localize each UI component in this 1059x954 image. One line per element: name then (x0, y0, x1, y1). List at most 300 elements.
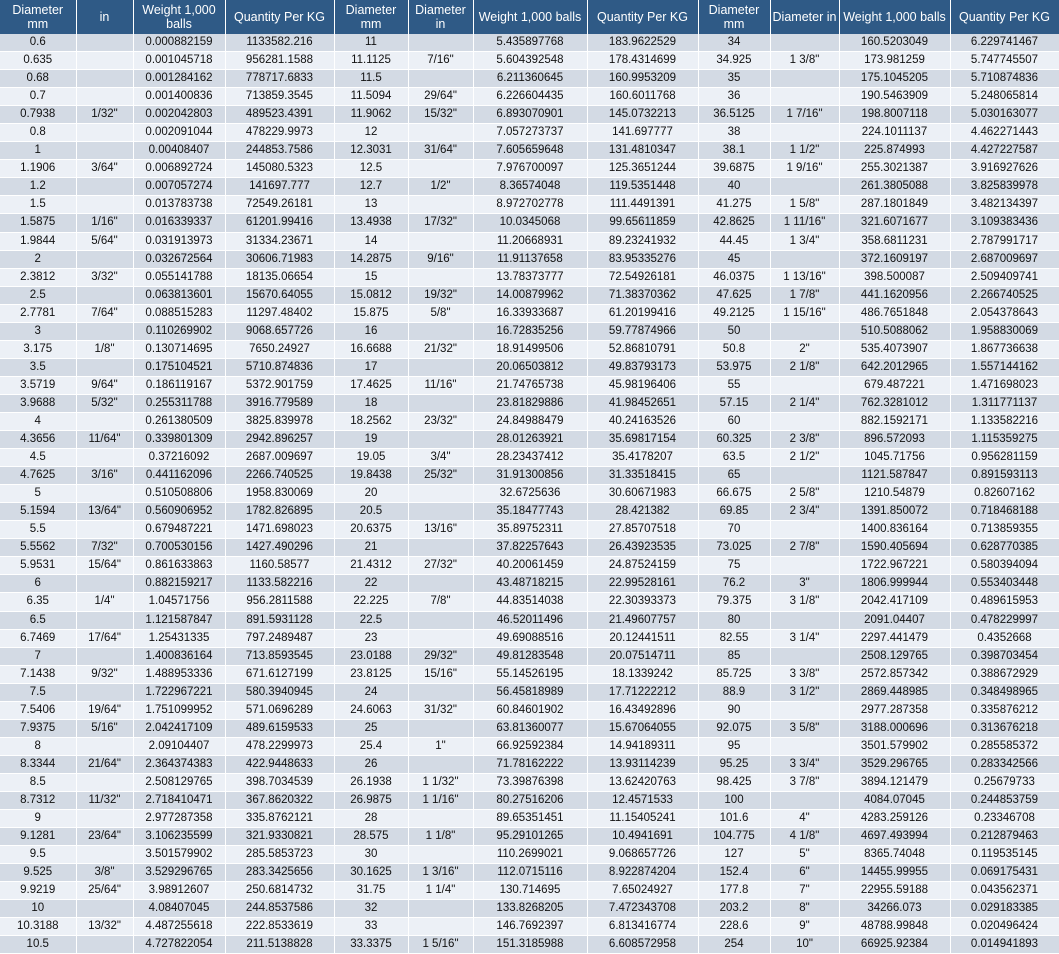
table-cell: 2.042417109 (133, 719, 225, 737)
table-cell: 1958.830069 (225, 485, 334, 503)
table-cell: 778717.6833 (225, 70, 334, 88)
table-cell: 160.6011768 (587, 88, 698, 106)
table-cell (770, 88, 839, 106)
table-cell: 713.8593545 (225, 647, 334, 665)
table-cell: 33.3375 (334, 936, 408, 954)
table-cell: 63.81360077 (473, 719, 587, 737)
table-cell: 1.557144162 (950, 358, 1059, 376)
table-cell: 4.727822054 (133, 936, 225, 954)
table-cell: 1.115359275 (950, 431, 1059, 449)
table-cell: 55.14526195 (473, 665, 587, 683)
table-cell: 642.2012965 (839, 358, 950, 376)
table-cell: 160.9953209 (587, 70, 698, 88)
table-cell: 4.487255618 (133, 918, 225, 936)
table-cell: 6 (0, 575, 76, 593)
table-cell: 12.3031 (334, 142, 408, 160)
table-cell (408, 629, 473, 647)
table-cell: 5.5562 (0, 539, 76, 557)
table-cell: 1 9/16" (770, 160, 839, 178)
table-cell (770, 70, 839, 88)
table-cell: 26.43923535 (587, 539, 698, 557)
table-cell: 35.18477743 (473, 503, 587, 521)
table-cell: 79.375 (698, 593, 770, 611)
table-cell (408, 683, 473, 701)
table-cell: 19 (334, 431, 408, 449)
table-cell: 45 (698, 250, 770, 268)
table-cell: 22.5 (334, 611, 408, 629)
table-cell: 11/64" (76, 431, 133, 449)
table-cell: 2.266740525 (950, 286, 1059, 304)
table-cell: 36 (698, 88, 770, 106)
table-cell: 2942.896257 (225, 431, 334, 449)
table-cell: 1/32" (76, 106, 133, 124)
table-cell: 30.60671983 (587, 485, 698, 503)
table-cell: 3529.296765 (839, 755, 950, 773)
table-cell: 35.89752311 (473, 521, 587, 539)
table-cell: 1590.405694 (839, 539, 950, 557)
table-cell: 0.882159217 (133, 575, 225, 593)
table-cell: 31/32" (408, 701, 473, 719)
table-cell (770, 557, 839, 575)
table-cell: 0.628770385 (950, 539, 1059, 557)
table-cell: 15/32" (408, 106, 473, 124)
table-cell: 31/64" (408, 142, 473, 160)
table-cell (408, 268, 473, 286)
table-cell: 2042.417109 (839, 593, 950, 611)
column-header: Quantity Per KG (225, 0, 334, 34)
table-cell: 0.001284162 (133, 70, 225, 88)
table-cell: 1 15/16" (770, 304, 839, 322)
table-cell: 31334.23671 (225, 232, 334, 250)
table-cell: 30 (334, 846, 408, 864)
table-cell (770, 124, 839, 142)
table-cell (408, 611, 473, 629)
table-cell: 1 3/4" (770, 232, 839, 250)
table-cell: 17/64" (76, 629, 133, 647)
table-cell: 1.04571756 (133, 593, 225, 611)
table-cell: 89.65351451 (473, 810, 587, 828)
table-cell: 0.8 (0, 124, 76, 142)
table-cell: 34.925 (698, 52, 770, 70)
table-cell: 27.85707518 (587, 521, 698, 539)
table-cell: 4 (0, 412, 76, 430)
table-cell: 1.9844 (0, 232, 76, 250)
table-cell: 50 (698, 322, 770, 340)
table-cell: 7.605659648 (473, 142, 587, 160)
table-cell: 20.6375 (334, 521, 408, 539)
table-cell: 82.55 (698, 629, 770, 647)
table-cell: 254 (698, 936, 770, 954)
table-cell: 23 (334, 629, 408, 647)
table-cell: 24.84988479 (473, 412, 587, 430)
table-cell (76, 142, 133, 160)
table-cell: 0.130714695 (133, 340, 225, 358)
table-cell: 85 (698, 647, 770, 665)
table-cell: 2572.857342 (839, 665, 950, 683)
table-cell: 2091.04407 (839, 611, 950, 629)
table-cell: 13.78373777 (473, 268, 587, 286)
table-row (0, 304, 1059, 322)
table-cell: 112.0715116 (473, 864, 587, 882)
table-cell: 4.5 (0, 449, 76, 467)
table-cell: 9/32" (76, 665, 133, 683)
table-cell: 1" (408, 737, 473, 755)
table-cell: 83.95335276 (587, 250, 698, 268)
table-cell: 59.77874966 (587, 322, 698, 340)
table-row (0, 791, 1059, 809)
table-cell: 2 1/4" (770, 394, 839, 412)
table-cell: 1 5/8" (770, 196, 839, 214)
table-cell: 5.710874836 (950, 70, 1059, 88)
table-cell (76, 412, 133, 430)
table-cell: 3 1/8" (770, 593, 839, 611)
table-cell: 60.325 (698, 431, 770, 449)
table-row (0, 882, 1059, 900)
table-cell: 1/2" (408, 178, 473, 196)
table-cell: 38 (698, 124, 770, 142)
table-cell: 2.718410471 (133, 791, 225, 809)
table-cell: 8.7312 (0, 791, 76, 809)
table-cell (76, 250, 133, 268)
column-header: Weight 1,000 balls (133, 0, 225, 34)
table-cell: 4.462271443 (950, 124, 1059, 142)
table-cell (408, 431, 473, 449)
table-cell: 571.0696289 (225, 701, 334, 719)
table-cell: 5.030163077 (950, 106, 1059, 124)
table-cell: 2" (770, 340, 839, 358)
table-cell: 2.508129765 (133, 773, 225, 791)
table-cell: 76.2 (698, 575, 770, 593)
table-cell: 0.119535145 (950, 846, 1059, 864)
table-cell: 0.055141788 (133, 268, 225, 286)
table-cell: 0.313676218 (950, 719, 1059, 737)
table-cell: 3.825839978 (950, 178, 1059, 196)
table-cell: 5710.874836 (225, 358, 334, 376)
table-cell: 6.893070901 (473, 106, 587, 124)
table-cell: 36.5125 (698, 106, 770, 124)
table-cell (76, 485, 133, 503)
table-cell: 19.8438 (334, 467, 408, 485)
table-cell: 0.063813601 (133, 286, 225, 304)
table-cell: 131.4810347 (587, 142, 698, 160)
table-cell: 21.49607757 (587, 611, 698, 629)
table-cell: 145080.5323 (225, 160, 334, 178)
table-cell: 7 (0, 647, 76, 665)
table-cell: 35 (698, 70, 770, 88)
table-cell: 1133.582216 (225, 575, 334, 593)
table-cell: 2.3812 (0, 268, 76, 286)
table-cell: 12.4571533 (587, 791, 698, 809)
table-row (0, 755, 1059, 773)
table-cell (76, 322, 133, 340)
table-cell (408, 232, 473, 250)
table-row (0, 918, 1059, 936)
table-cell: 10.5 (0, 936, 76, 954)
table-cell: 35.69817154 (587, 431, 698, 449)
table-cell: 30606.71983 (225, 250, 334, 268)
table-cell: 14.00879962 (473, 286, 587, 304)
table-cell: 80.27516206 (473, 791, 587, 809)
table-row (0, 485, 1059, 503)
table-cell: 28 (334, 810, 408, 828)
table-cell: 141697.777 (225, 178, 334, 196)
table-cell: 0.861633863 (133, 557, 225, 575)
table-cell: 85.725 (698, 665, 770, 683)
table-cell: 41.275 (698, 196, 770, 214)
table-cell: 14.2875 (334, 250, 408, 268)
table-cell: 0.002042803 (133, 106, 225, 124)
table-cell: 5.5 (0, 521, 76, 539)
table-cell: 1400.836164 (839, 521, 950, 539)
table-cell (76, 286, 133, 304)
table-cell: 5.604392548 (473, 52, 587, 70)
table-cell: 19.05 (334, 449, 408, 467)
table-cell (408, 719, 473, 737)
table-cell: 8.972702778 (473, 196, 587, 214)
table-cell: 46.52011496 (473, 611, 587, 629)
table-cell: 9" (770, 918, 839, 936)
table-cell: 101.6 (698, 810, 770, 828)
table-cell: 0.441162096 (133, 467, 225, 485)
table-cell (770, 521, 839, 539)
table-cell: 1160.58577 (225, 557, 334, 575)
table-cell: 0.560906952 (133, 503, 225, 521)
table-cell: 3.175 (0, 340, 76, 358)
table-cell: 43.48718215 (473, 575, 587, 593)
table-cell: 222.8533619 (225, 918, 334, 936)
table-cell: 0.013783738 (133, 196, 225, 214)
table-cell: 20.5 (334, 503, 408, 521)
column-header: Quantity Per KG (587, 0, 698, 34)
table-cell: 358.6811231 (839, 232, 950, 250)
table-cell: 88.9 (698, 683, 770, 701)
table-cell: 5.9531 (0, 557, 76, 575)
table-cell: 1.5875 (0, 214, 76, 232)
table-cell: 2 (0, 250, 76, 268)
table-cell: 1133582.216 (225, 34, 334, 52)
table-cell (76, 196, 133, 214)
table-cell (770, 376, 839, 394)
table-cell (408, 34, 473, 52)
table-cell: 60 (698, 412, 770, 430)
table-cell (76, 647, 133, 665)
table-cell: 6.7469 (0, 629, 76, 647)
table-cell: 372.1609197 (839, 250, 950, 268)
table-cell: 28.575 (334, 828, 408, 846)
table-cell: 29/32" (408, 647, 473, 665)
table-cell: 30.1625 (334, 864, 408, 882)
table-cell (76, 178, 133, 196)
table-cell: 95.25 (698, 755, 770, 773)
table-cell: 3 (0, 322, 76, 340)
table-cell: 49.83793173 (587, 358, 698, 376)
table-cell (408, 539, 473, 557)
table-cell (408, 575, 473, 593)
table-cell: 50.8 (698, 340, 770, 358)
table-cell: 34266.073 (839, 900, 950, 918)
table-cell: 19/64" (76, 701, 133, 719)
table-cell: 1722.967221 (839, 557, 950, 575)
table-cell: 0.679487221 (133, 521, 225, 539)
table-cell: 0.7 (0, 88, 76, 106)
table-cell: 0.212879463 (950, 828, 1059, 846)
table-cell (76, 449, 133, 467)
table-cell: 20.12441511 (587, 629, 698, 647)
table-cell: 7.976700097 (473, 160, 587, 178)
table-cell: 26.9875 (334, 791, 408, 809)
table-cell: 13 (334, 196, 408, 214)
table-cell (76, 611, 133, 629)
table-cell: 5/64" (76, 232, 133, 250)
table-cell (408, 755, 473, 773)
table-cell: 71.78162222 (473, 755, 587, 773)
table-cell: 1391.850072 (839, 503, 950, 521)
table-cell: 1.133582216 (950, 412, 1059, 430)
table-cell: 261.3805088 (839, 178, 950, 196)
table-cell: 75 (698, 557, 770, 575)
table-cell: 4283.259126 (839, 810, 950, 828)
table-cell: 489523.4391 (225, 106, 334, 124)
table-cell: 0.700530156 (133, 539, 225, 557)
table-cell: 17/32" (408, 214, 473, 232)
table-cell: 25 (334, 719, 408, 737)
table-cell: 2.977287358 (133, 810, 225, 828)
table-cell: 17 (334, 358, 408, 376)
table-cell: 16.6688 (334, 340, 408, 358)
table-cell (770, 647, 839, 665)
table-cell: 1.121587847 (133, 611, 225, 629)
table-row (0, 575, 1059, 593)
table-cell: 40.24163526 (587, 412, 698, 430)
table-cell: 10.3188 (0, 918, 76, 936)
table-cell: 16.43492896 (587, 701, 698, 719)
table-cell: 9.068657726 (587, 846, 698, 864)
table-row (0, 810, 1059, 828)
table-cell: 18.2562 (334, 412, 408, 430)
table-cell: 24.6063 (334, 701, 408, 719)
table-cell: 7.65024927 (587, 882, 698, 900)
table-cell: 0.001045718 (133, 52, 225, 70)
table-cell: 46.0375 (698, 268, 770, 286)
header-row (0, 0, 1059, 34)
table-cell: 56.45818989 (473, 683, 587, 701)
table-cell: 21/32" (408, 340, 473, 358)
table-cell: 4.7625 (0, 467, 76, 485)
table-cell: 2 1/8" (770, 358, 839, 376)
table-cell: 0.006892724 (133, 160, 225, 178)
table-cell (408, 70, 473, 88)
table-cell: 15/64" (76, 557, 133, 575)
table-cell: 0.348498965 (950, 683, 1059, 701)
table-cell: 0.956281159 (950, 449, 1059, 467)
table-cell: 1.751099952 (133, 701, 225, 719)
table-cell: 7.5 (0, 683, 76, 701)
table-cell: 11.91137658 (473, 250, 587, 268)
table-cell (770, 701, 839, 719)
table-cell: 3.501579902 (133, 846, 225, 864)
table-cell: 0.244853759 (950, 791, 1059, 809)
table-cell: 9 (0, 810, 76, 828)
table-cell: 2266.740525 (225, 467, 334, 485)
table-cell: 255.3021387 (839, 160, 950, 178)
table-cell (408, 918, 473, 936)
table-cell: 3" (770, 575, 839, 593)
table-cell: 22 (334, 575, 408, 593)
column-header: Weight 1,000 balls (839, 0, 950, 34)
table-row (0, 178, 1059, 196)
table-cell: 190.5463909 (839, 88, 950, 106)
table-cell: 0.398703454 (950, 647, 1059, 665)
table-cell: 89.23241932 (587, 232, 698, 250)
table-cell: 8.3344 (0, 755, 76, 773)
table-cell: 0.002091044 (133, 124, 225, 142)
table-row (0, 70, 1059, 88)
column-header: Diameter mm (0, 0, 76, 34)
table-cell: 7.057273737 (473, 124, 587, 142)
table-cell: 11/16" (408, 376, 473, 394)
table-cell: 9068.657726 (225, 322, 334, 340)
table-row (0, 268, 1059, 286)
table-cell: 183.9622529 (587, 34, 698, 52)
table-cell (408, 124, 473, 142)
table-cell: 0.00408407 (133, 142, 225, 160)
table-row (0, 160, 1059, 178)
table-cell: 173.981259 (839, 52, 950, 70)
table-row (0, 34, 1059, 52)
table-cell: 3/32" (76, 268, 133, 286)
table-cell: 61.20199416 (587, 304, 698, 322)
table-cell: 5/8" (408, 304, 473, 322)
table-row (0, 340, 1059, 358)
table-cell: 1.1906 (0, 160, 76, 178)
table-cell: 7/8" (408, 593, 473, 611)
table-cell: 0.82607162 (950, 485, 1059, 503)
table-cell: 287.1801849 (839, 196, 950, 214)
table-cell: 0.069175431 (950, 864, 1059, 882)
table-cell: 9.9219 (0, 882, 76, 900)
table-cell: 9/16" (408, 250, 473, 268)
table-row (0, 467, 1059, 485)
table-cell: 0.088515283 (133, 304, 225, 322)
table-row (0, 431, 1059, 449)
table-cell: 0.37216092 (133, 449, 225, 467)
table-cell: 44.45 (698, 232, 770, 250)
table-cell: 25.4 (334, 737, 408, 755)
table-cell: 175.1045205 (839, 70, 950, 88)
table-cell: 335.8762121 (225, 810, 334, 828)
table-cell: 53.975 (698, 358, 770, 376)
table-cell: 3 7/8" (770, 773, 839, 791)
table-cell: 2869.448985 (839, 683, 950, 701)
table-cell: 14 (334, 232, 408, 250)
table-cell: 3.98912607 (133, 882, 225, 900)
table-cell: 7.9375 (0, 719, 76, 737)
table-cell: 2.687009697 (950, 250, 1059, 268)
table-cell: 762.3281012 (839, 394, 950, 412)
table-cell: 228.6 (698, 918, 770, 936)
table-cell: 31.75 (334, 882, 408, 900)
table-cell: 12.7 (334, 178, 408, 196)
table-cell: 66.92592384 (473, 737, 587, 755)
table-cell: 16.72835256 (473, 322, 587, 340)
table-cell: 6.226604435 (473, 88, 587, 106)
table-cell: 3.9688 (0, 394, 76, 412)
table-row (0, 106, 1059, 124)
table-cell: 25/32" (408, 467, 473, 485)
table-cell: 285.5853723 (225, 846, 334, 864)
table-cell: 0.001400836 (133, 88, 225, 106)
table-cell: 57.15 (698, 394, 770, 412)
